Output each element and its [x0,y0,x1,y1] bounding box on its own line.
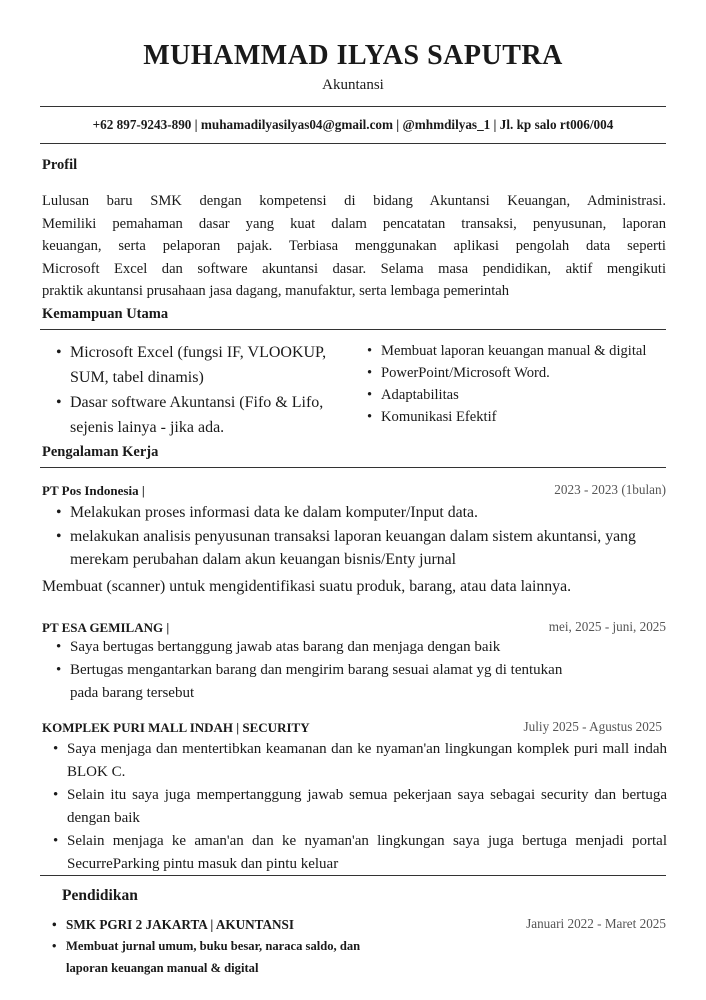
section-heading-skills: Kemampuan Utama [42,306,169,322]
profile-line: Memiliki pemahaman dasar yang kuat dalam pencatatan transaksi, penyusunan, laporan [42,215,666,232]
section-heading-experience: Pengalaman Kerja [42,444,159,460]
divider [40,106,666,107]
job-bullet: • Selain menjaga ke aman'an dan ke nyaman'an lingkungan saya juga bertuga menjadi portal SecurreParking pintu masuk dan pintu keluar [67,830,667,876]
skill-item: • PowerPoint/Microsoft Word. [381,362,666,384]
education-date: Januari 2022 - Maret 2025 [526,916,666,931]
job-date: 2023 - 2023 (1bulan) [554,482,666,497]
divider [40,329,666,330]
education-bullet: • Membuat jurnal umum, buku besar, naraca saldo, dan laporan keuangan manual & digital [66,935,396,979]
job-company: PT Pos Indonesia | [42,483,145,498]
profile-text [42,190,666,303]
job-company: PT ESA GEMILANG | [42,620,170,635]
job-bullet: • Saya menjaga dan mentertibkan keamanan dan ke nyaman'an lingkungan komplek puri mall indah BLOK C. [67,738,667,784]
profile-line: Microsoft Excel dan software akuntansi dasar. Selama masa pendidikan, aktif mengikuti [42,260,666,277]
section-heading-education: Pendidikan [62,887,138,904]
education-school: • SMK PGRI 2 JAKARTA | AKUNTANSI [66,915,666,935]
skill-item: • Adaptabilitas [381,384,666,406]
skill-item: • Membuat laporan keuangan manual & digital [381,340,666,362]
skill-item: • Komunikasi Efektif [381,406,666,428]
job-date: Juliy 2025 - Agustus 2025 [523,719,662,734]
candidate-title: Akuntansi [322,77,384,93]
profile-line: praktik akuntansi prusahaan jasa dagang, manufaktur, serta lembaga pemerintah [42,283,510,299]
job-bullets [67,738,667,876]
job-date: mei, 2025 - juni, 2025 [548,619,666,634]
candidate-name: MUHAMMAD ILYAS SAPUTRA [143,40,563,71]
divider [40,875,666,876]
profile-line: keuangan, serta pelaporan pajak. Terbiasa menggunakan aplikasi pengolah data seperti [42,238,666,254]
job-company: KOMPLEK PURI MALL INDAH | SECURITY [42,720,310,735]
job-bullet: • Bertugas mengantarkan barang dan mengirim barang sesuai alamat yg di tentukan pada barang tersebut [70,659,570,705]
job-bullet: • Selain itu saya juga mempertanggung jawab semua pekerjaan saya sebagai security dan bertuga dengan baik [67,784,667,830]
skills-list-left [70,340,330,440]
job-bullet: • melakukan analisis penyusunan transaksi laporan keuangan dalam sistem akuntansi, yang merekam perubahan dalam akun keuangan bisnis/Enty jurnal [70,525,668,572]
divider [40,467,666,468]
job-bullet: • Melakukan proses informasi data ke dalam komputer/Input data. [70,501,668,525]
job-bullet: • Saya bertugas bertanggung jawab atas barang dan menjaga dengan baik [70,636,570,659]
contact-line: +62 897-9243-890 | muhamadilyasilyas04@gmail.com | @mhmdilyas_1 | Jl. kp salo rt006/004 [92,117,614,132]
job-note: Membuat (scanner) untuk mengidentifikasi suatu produk, barang, atau data lainnya. [42,578,572,595]
profile-line: Lulusan baru SMK dengan kompetensi di bidang Akuntansi Keuangan, Administrasi. [42,193,666,209]
job-bullets [70,636,570,705]
skill-item: • Microsoft Excel (fungsi IF, VLOOKUP, SUM, tabel dinamis) [70,340,330,390]
skill-item: • Dasar software Akuntansi (Fifo & Lifo, sejenis lainya - jika ada. [70,390,330,440]
section-heading-profile: Profil [42,157,78,173]
skills-list-right [381,340,666,428]
job-bullets [70,501,668,572]
divider [40,143,666,144]
